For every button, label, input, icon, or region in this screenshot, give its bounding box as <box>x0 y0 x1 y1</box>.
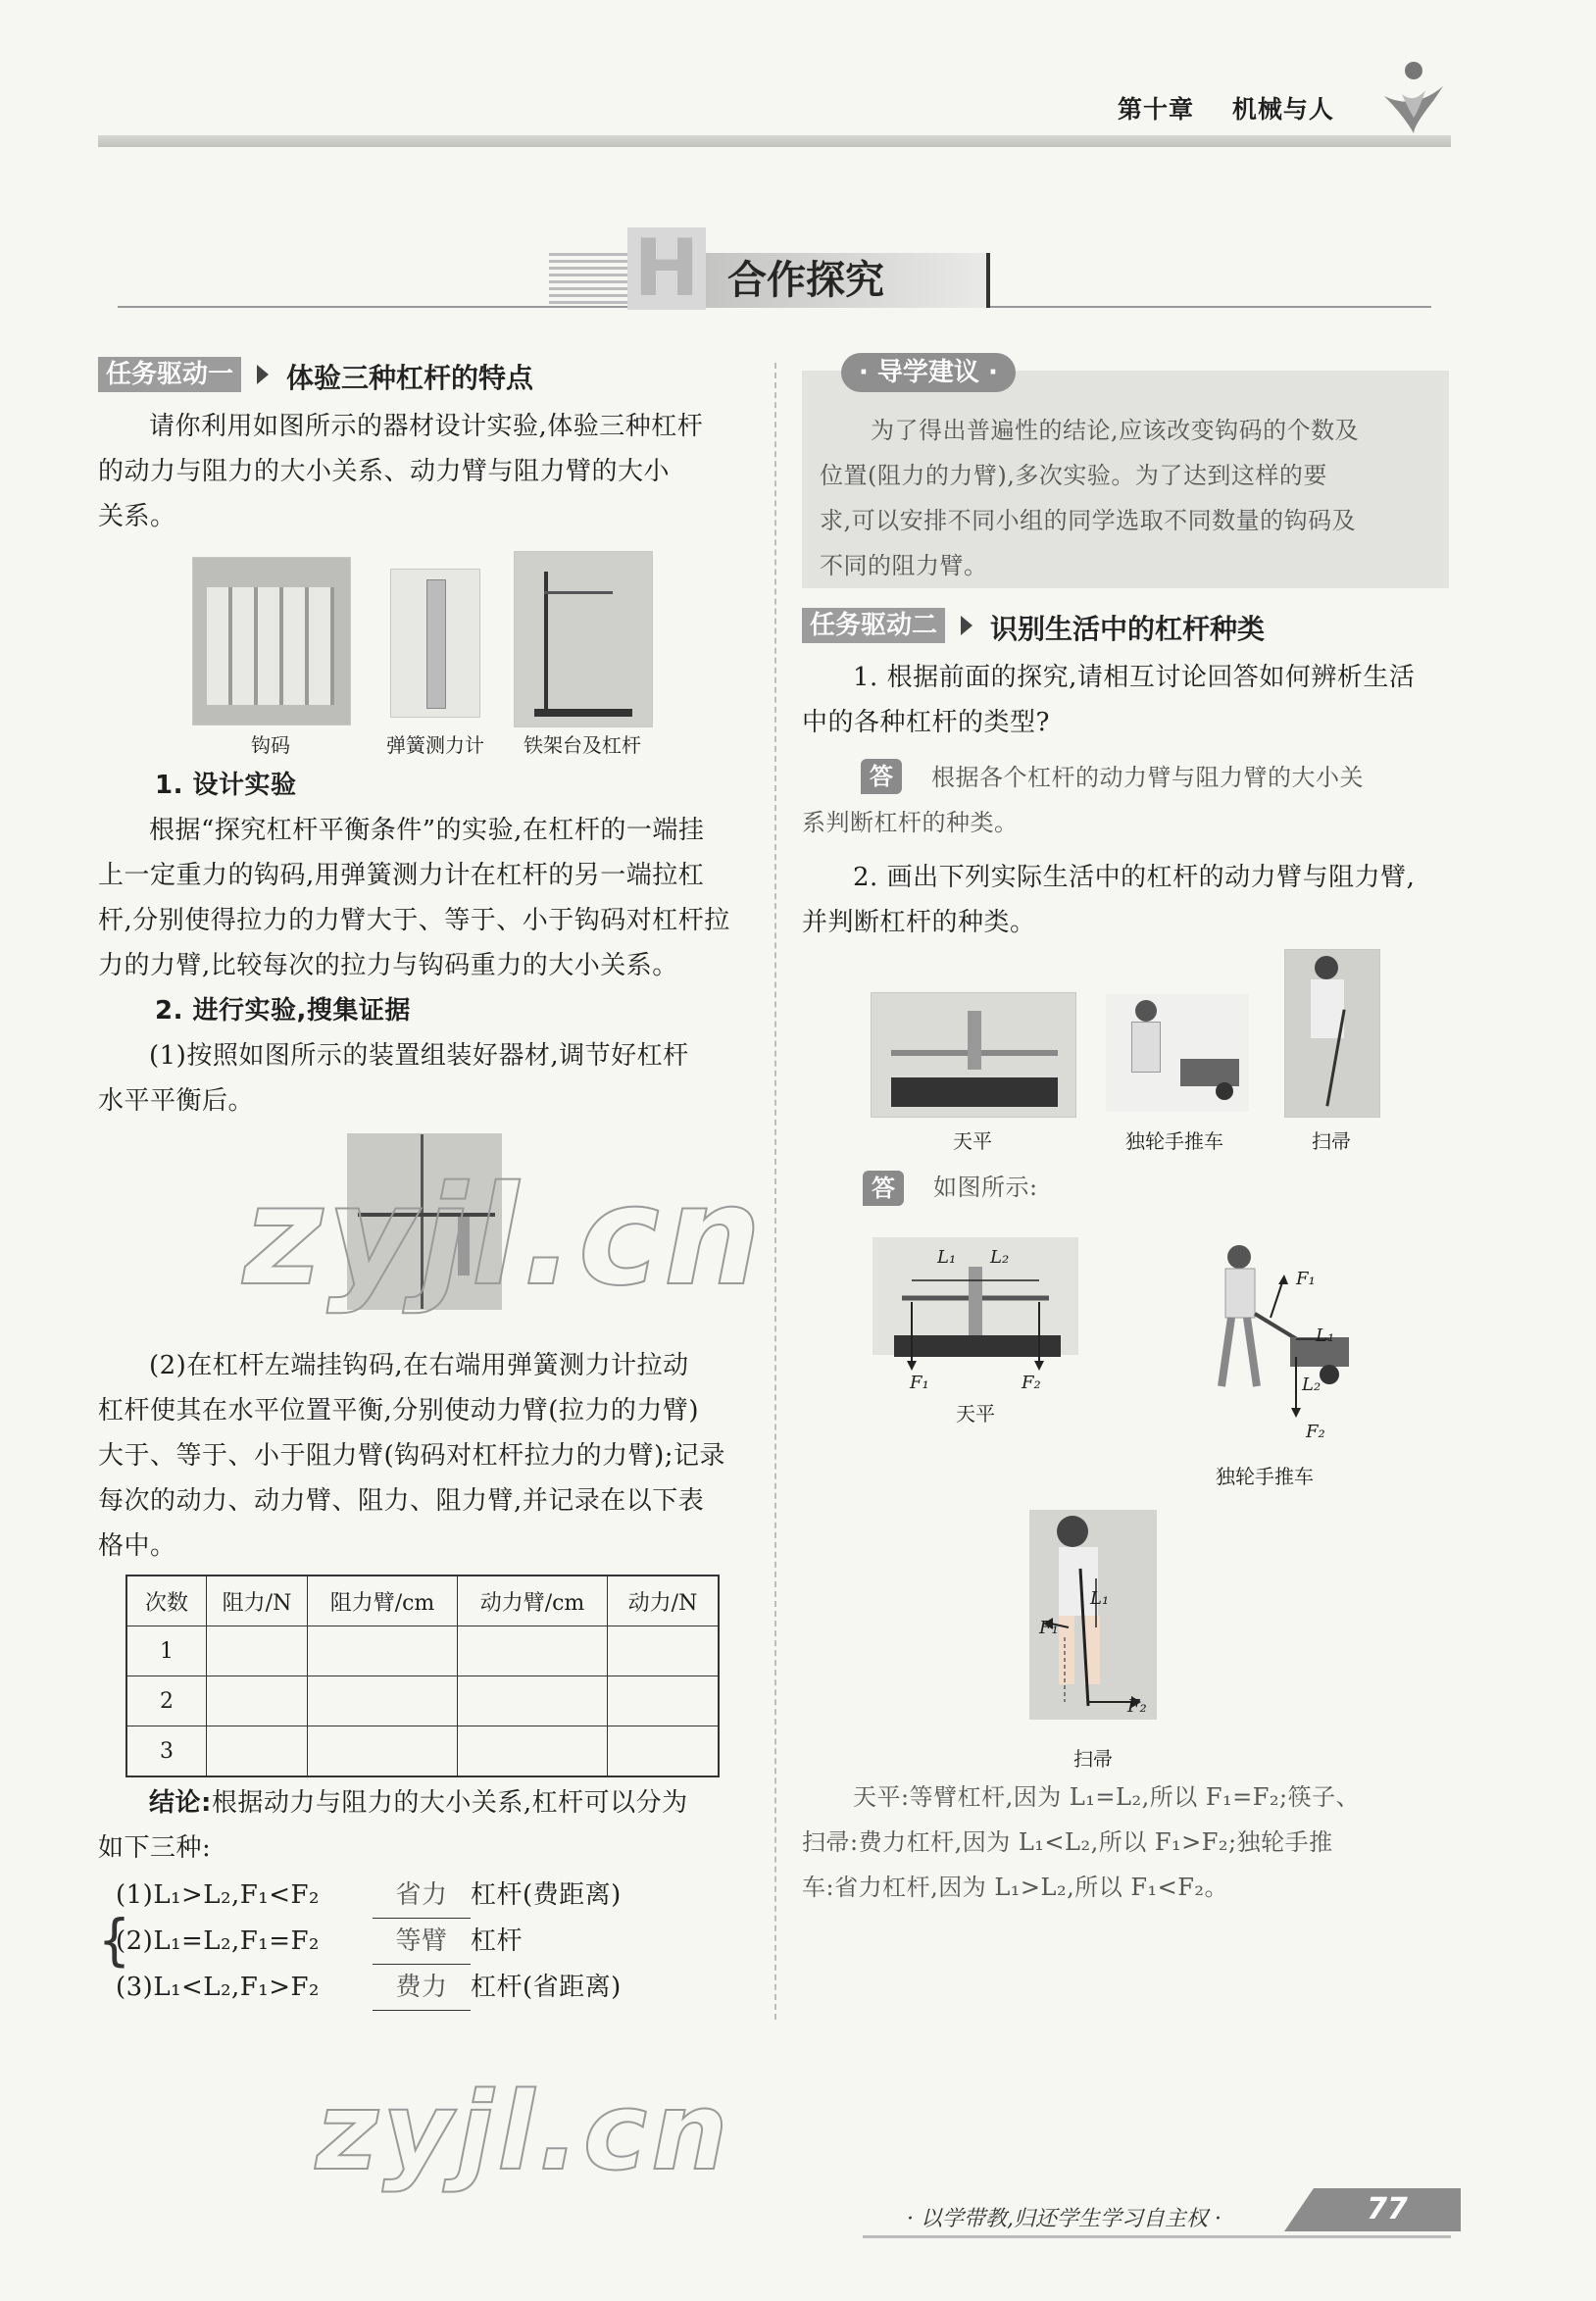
broom-diagram <box>1029 1510 1157 1720</box>
blank-cell <box>608 1726 720 1777</box>
intro-line: 请你利用如图所示的器材设计实验,体验三种杠杆 <box>149 412 704 441</box>
task2-q2 <box>802 855 1451 945</box>
blank-cell <box>608 1676 720 1726</box>
record-table <box>125 1575 720 1777</box>
table-header-cell: 动力臂/cm <box>458 1576 608 1626</box>
photo-caption: 天平 <box>953 1129 992 1153</box>
label-F1: F₁ <box>1296 1269 1316 1289</box>
conclusion-text: 如下三种: <box>98 1833 212 1863</box>
blank-cell <box>458 1626 608 1676</box>
footer-slant <box>1284 2188 1314 2231</box>
task2-final-answer <box>802 1775 1451 1910</box>
label-F1: F₁ <box>910 1373 929 1393</box>
step2a-text <box>98 1033 751 1124</box>
photo-caption: 弹簧测力计 <box>386 733 484 757</box>
footer-rule <box>863 2235 1451 2238</box>
blank-cell <box>308 1676 458 1726</box>
final-line: 车:省力杠杆,因为 L₁>L₂,所以 F₁<F₂。 <box>802 1874 1228 1901</box>
table-row <box>126 1726 719 1777</box>
case-answer: 等臂 <box>373 1919 471 1965</box>
photo-caption: 铁架台及杠杆 <box>524 733 641 757</box>
conclusion-cases <box>116 1873 743 2011</box>
table-header-cell: 次数 <box>126 1576 207 1626</box>
task2-a1 <box>802 755 1451 845</box>
task2-a2: 如图所示: <box>933 1174 1038 1201</box>
task2-title: 识别生活中的杠杆种类 <box>990 613 1266 645</box>
label-F1: F₁ <box>1039 1618 1059 1638</box>
task1-title: 体验三种杠杆的特点 <box>286 362 534 394</box>
label-L2: L₂ <box>990 1247 1010 1268</box>
blank-cell <box>608 1626 720 1676</box>
blank-cell <box>458 1726 608 1777</box>
label-L2: L₂ <box>1302 1375 1322 1395</box>
conclusion-text: 根据动力与阻力的大小关系,杠杆可以分为 <box>211 1788 688 1818</box>
reader-logo-icon <box>1374 57 1453 135</box>
conclusion <box>98 1780 751 1871</box>
step2b-text <box>98 1343 751 1569</box>
chapter-number: 第十章 <box>1118 95 1195 124</box>
final-line: 天平:等臂杠杆,因为 L₁=L₂,所以 F₁=F₂;筷子、 <box>853 1783 1361 1811</box>
header-rule <box>98 135 1451 147</box>
step2b-line: 格中。 <box>98 1531 176 1561</box>
photo-caption: 钩码 <box>251 733 290 757</box>
case-suffix: 杠杆 <box>471 1926 524 1956</box>
intro-line: 关系。 <box>98 502 176 531</box>
conclusion-label: 结论: <box>149 1788 212 1818</box>
task2-arrow-icon <box>961 616 973 635</box>
guide-line: 为了得出普遍性的结论,应该改变钩码的个数及 <box>871 417 1360 444</box>
q1-line: 中的各种杠杆的类型? <box>802 708 1050 737</box>
step1-line: 根据“探究杠杆平衡条件”的实验,在杠杆的一端挂 <box>149 816 705 845</box>
label-L1: L₁ <box>1090 1588 1110 1609</box>
trial-number: 3 <box>126 1726 207 1777</box>
step2b-line: 大于、等于、小于阻力臂(钩码对杠杆拉力的力臂);记录 <box>98 1441 726 1471</box>
case-row <box>116 1919 743 1965</box>
q2-line: 2. 画出下列实际生活中的杠杆的动力臂与阻力臂, <box>853 863 1416 892</box>
q2-line: 并判断杠杆的种类。 <box>802 908 1036 937</box>
balance-diagram <box>873 1237 1078 1394</box>
blank-cell <box>207 1676 308 1726</box>
diagram-caption: 独轮手推车 <box>1216 1465 1314 1488</box>
iron-stand-photo <box>514 551 653 727</box>
answer-badge-icon: 答 <box>861 759 902 794</box>
label-F2: F₂ <box>1306 1422 1325 1442</box>
step2a-line: (1)按照如图所示的装置组装好器材,调节好杠杆 <box>149 1041 689 1071</box>
step1-text <box>98 808 751 988</box>
task2-tag: 任务驱动二 <box>802 608 945 643</box>
case-row <box>116 1873 743 1919</box>
blank-cell <box>308 1626 458 1676</box>
guide-line: 不同的阻力臂。 <box>820 552 988 579</box>
table-header-cell: 动力/N <box>608 1576 720 1626</box>
watermark: zyjl.cn <box>316 2069 732 2194</box>
diagram-caption: 天平 <box>956 1402 995 1426</box>
table-header-cell: 阻力/N <box>207 1576 308 1626</box>
photo-caption: 独轮手推车 <box>1125 1129 1223 1153</box>
task1-intro <box>98 404 751 539</box>
label-F2: F₂ <box>1022 1373 1041 1393</box>
task1-tag: 任务驱动一 <box>98 357 241 392</box>
case-condition: (1)L₁>L₂,F₁<F₂ <box>116 1880 320 1910</box>
step1-line: 杆,分别使得拉力的力臂大于、等于、小于钩码对杠杆拉 <box>98 906 730 935</box>
case-answer: 省力 <box>373 1873 471 1919</box>
case-condition: (3)L₁<L₂,F₁>F₂ <box>116 1973 320 2002</box>
task2-q1 <box>802 655 1451 745</box>
table-row <box>126 1626 719 1676</box>
watermark: zyjl.cn <box>243 1157 766 1317</box>
balance-photo <box>871 992 1076 1118</box>
photo-caption: 扫帚 <box>1312 1129 1351 1153</box>
step1-line: 上一定重力的钩码,用弹簧测力计在杠杆的另一端拉杠 <box>98 861 705 890</box>
guide-line: 位置(阻力的力臂),多次实验。为了达到这样的要 <box>820 462 1327 489</box>
chapter-header <box>1118 90 1334 125</box>
wheelbarrow-diagram <box>1172 1239 1369 1455</box>
table-header-cell: 阻力臂/cm <box>308 1576 458 1626</box>
task1-arrow-icon <box>257 365 269 384</box>
column-divider <box>774 363 776 2020</box>
page-number: 77 <box>1314 2188 1461 2231</box>
blank-cell <box>458 1676 608 1726</box>
case-condition: (2)L₁=L₂,F₁=F₂ <box>116 1926 320 1956</box>
banner-stripes <box>549 253 627 308</box>
diagram-caption: 扫帚 <box>1073 1747 1113 1771</box>
label-L1: L₁ <box>1316 1326 1335 1346</box>
table-row <box>126 1676 719 1726</box>
step2b-line: 每次的动力、动力臂、阻力、阻力臂,并记录在以下表 <box>98 1486 705 1516</box>
step1-title: 1. 设计实验 <box>155 771 297 800</box>
blank-cell <box>207 1726 308 1777</box>
footer-motto: · 以学带教,归还学生学习自主权 · <box>907 2207 1222 2231</box>
hook-weights-photo <box>192 557 351 725</box>
brace-icon: { <box>98 1909 131 1974</box>
case-answer: 费力 <box>373 1965 471 2011</box>
trial-number: 1 <box>126 1626 207 1676</box>
case-suffix: 杠杆(省距离) <box>471 1973 622 2002</box>
final-line: 扫帚:费力杠杆,因为 L₁<L₂,所以 F₁>F₂;独轮手推 <box>802 1828 1333 1856</box>
label-F2: F₂ <box>1127 1696 1147 1717</box>
label-L1: L₁ <box>937 1247 957 1268</box>
step2b-line: 杠杆使其在水平位置平衡,分别使动力臂(拉力的力臂) <box>98 1396 700 1426</box>
broom-photo <box>1284 949 1380 1118</box>
case-row <box>116 1965 743 2011</box>
answer-badge-icon: 答 <box>863 1171 904 1206</box>
table-header-row <box>126 1576 719 1626</box>
chapter-title: 机械与人 <box>1231 95 1334 124</box>
blank-cell <box>207 1626 308 1676</box>
intro-line: 的动力与阻力的大小关系、动力臂与阻力臂的大小 <box>98 457 671 486</box>
guide-line: 求,可以安排不同小组的同学选取不同数量的钩码及 <box>820 507 1357 534</box>
step2a-line: 水平平衡后。 <box>98 1086 255 1116</box>
spring-scale-photo <box>390 569 480 718</box>
guide-tag: · 导学建议 · <box>841 353 1016 392</box>
a1-line: 系判断杠杆的种类。 <box>802 809 1019 836</box>
a1-line: 根据各个杠杆的动力臂与阻力臂的大小关 <box>931 764 1364 791</box>
section-title: 合作探究 <box>706 253 990 308</box>
trial-number: 2 <box>126 1676 207 1726</box>
step2-title: 2. 进行实验,搜集证据 <box>155 996 411 1025</box>
guide-text <box>820 408 1447 588</box>
step2b-line: (2)在杠杆左端挂钩码,在右端用弹簧测力计拉动 <box>149 1351 689 1380</box>
step1-line: 力的力臂,比较每次的拉力与钩码重力的大小关系。 <box>98 951 678 980</box>
blank-cell <box>308 1726 458 1777</box>
banner-letter: H <box>627 227 706 310</box>
case-suffix: 杠杆(费距离) <box>471 1880 622 1910</box>
q1-line: 1. 根据前面的探究,请相互讨论回答如何辨析生活 <box>853 663 1416 692</box>
wheelbarrow-photo <box>1106 994 1249 1112</box>
